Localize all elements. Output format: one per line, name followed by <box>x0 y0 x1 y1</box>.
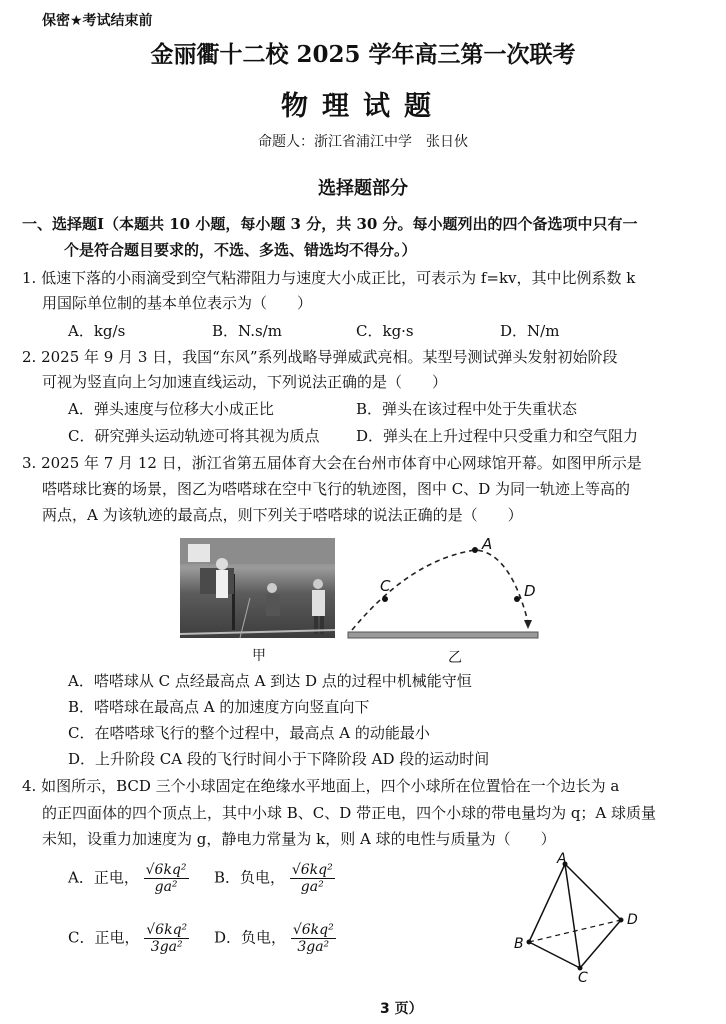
label-point-c: C <box>380 577 391 595</box>
q4-option-b[interactable] <box>214 862 335 895</box>
tetrahedron-diagram <box>505 850 645 980</box>
q2-stem-2: 可视为竖直向上匀加速直线运动，下列说法正确的是（ ） <box>42 373 448 391</box>
q4-stem-1: 4. 如图所示，BCD 三个小球固定在绝缘水平地面上，四个小球所在位置恰在一个边长为 a <box>22 777 620 795</box>
match-scene-photo <box>180 538 335 638</box>
q1-stem-1: 1. 低速下落的小雨滴受到空气粘滞阻力与速度大小成正比，可表示为 f=kv，其中比例系数 k <box>22 269 636 287</box>
q2-option-a[interactable]: A．弹头速度与位移大小成正比 <box>68 400 274 418</box>
author-line: 命题人：浙江省浦江中学 张日伙 <box>258 134 468 150</box>
q2-option-b[interactable]: B．弹头在该过程中处于失重状态 <box>356 400 578 418</box>
fraction-numerator: √6kq² <box>145 862 187 878</box>
point-c-dot <box>382 596 388 602</box>
point-d-dot <box>514 596 520 602</box>
q4-option-d-label: D．负电， <box>214 928 287 947</box>
subject-title: 物理试题 <box>281 91 445 122</box>
q2-stem-1: 2. 2025 年 9 月 3 日，我国“东风”系列战略导弹威武亮相。某型号测试弹头发射初始阶段 <box>22 348 618 366</box>
figure-label-yi: 乙 <box>448 650 462 666</box>
q4-option-c-fraction <box>144 922 189 955</box>
fraction-numerator: √6kq² <box>146 922 188 938</box>
part-heading: 选择题部分 <box>318 178 408 199</box>
trajectory-diagram <box>340 530 550 645</box>
q1-option-d[interactable]: D．N/m <box>500 322 560 340</box>
fraction-numerator: √6kq² <box>291 862 333 878</box>
label-point-a: A <box>482 535 493 553</box>
q1-option-c[interactable]: C．kg·s <box>356 322 414 340</box>
fraction-denominator: 3ga² <box>297 939 330 955</box>
page-footer: 3 页） <box>380 1001 423 1017</box>
q4-option-a-label: A．正电， <box>68 868 139 887</box>
figure-label-jia: 甲 <box>252 648 266 664</box>
q4-option-a-fraction <box>144 862 189 895</box>
q4-option-b-label: B．负电， <box>214 868 286 887</box>
fraction-denominator: ga² <box>300 879 324 895</box>
q2-option-d[interactable]: D．弹头在上升过程中只受重力和空气阻力 <box>356 427 639 445</box>
q3-option-d[interactable]: D．上升阶段 CA 段的飞行时间小于下降阶段 AD 段的运动时间 <box>68 750 490 768</box>
q4-stem-3: 未知，设重力加速度为 g，静电力常量为 k，则 A 球的电性与质量为（ ） <box>42 830 556 848</box>
q3-stem-2: 嗒嗒球比赛的场景，图乙为嗒嗒球在空中飞行的轨迹图，图中 C、D 为同一轨迹上等高的 <box>42 480 631 498</box>
q4-option-c[interactable] <box>68 922 189 955</box>
section-instruction-2: 个是符合题目要求的，不选、多选、错选均不得分。） <box>64 241 417 259</box>
exam-title: 金丽衢十二校 2025 学年高三第一次联考 <box>150 41 576 68</box>
q4-option-a[interactable] <box>68 862 189 895</box>
q3-stem-1: 3. 2025 年 7 月 12 日，浙江省第五届体育大会在台州市体育中心网球馆开幕。如图甲所示是 <box>22 454 642 472</box>
vertex-a-label: A <box>557 851 567 867</box>
fraction-denominator: ga² <box>154 879 178 895</box>
vertex-c-label: C <box>578 970 588 986</box>
q4-stem-2: 的正四面体的四个顶点上，其中小球 B、C、D 带正电，四个小球的带电量均为 q；A 球质量 <box>42 804 657 822</box>
q3-stem-3: 两点，A 为该轨迹的最高点，则下列关于嗒嗒球的说法正确的是（ ） <box>42 506 523 524</box>
vertex-b-label: B <box>514 936 524 952</box>
q4-option-d-fraction <box>291 922 336 955</box>
fraction-denominator: 3ga² <box>150 939 183 955</box>
point-a-dot <box>472 547 478 553</box>
q4-option-c-label: C．正电， <box>68 928 140 947</box>
q3-option-b[interactable]: B．嗒嗒球在最高点 A 的加速度方向竖直向下 <box>68 698 370 716</box>
q3-option-c[interactable]: C．在嗒嗒球飞行的整个过程中，最高点 A 的动能最小 <box>68 724 430 742</box>
q1-option-b[interactable]: B．N.s/m <box>212 322 282 340</box>
fraction-numerator: √6kq² <box>292 922 334 938</box>
q2-option-c[interactable]: C．研究弹头运动轨迹可将其视为质点 <box>68 427 320 445</box>
q1-stem-2: 用国际单位制的基本单位表示为（ ） <box>42 294 313 312</box>
q4-option-b-fraction <box>290 862 335 895</box>
confidential-label: 保密★考试结束前 <box>42 13 153 29</box>
q1-option-a[interactable]: A．kg/s <box>68 322 126 340</box>
label-point-d: D <box>524 582 536 600</box>
q4-option-d[interactable] <box>214 922 336 955</box>
q3-option-a[interactable]: A．嗒嗒球从 C 点经最高点 A 到达 D 点的过程中机械能守恒 <box>68 672 472 690</box>
vertex-d-label: D <box>627 912 638 928</box>
section-instruction-1: 一、选择题Ⅰ（本题共 10 小题，每小题 3 分，共 30 分。每小题列出的四个备选项中只有一 <box>22 215 638 233</box>
